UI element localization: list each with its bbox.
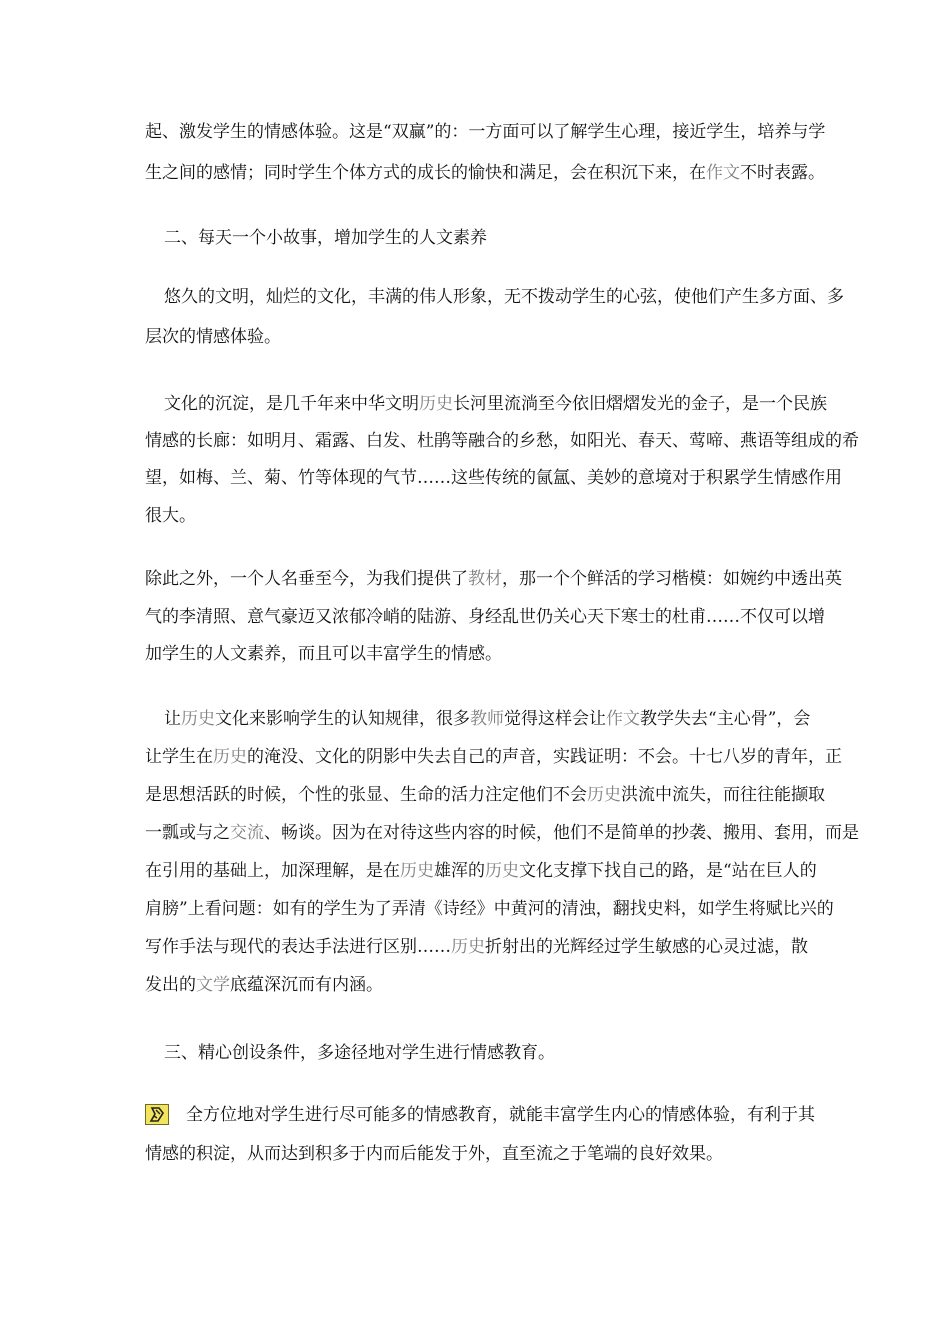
paragraph-3-line-4: 很大。 — [145, 506, 196, 526]
link-lishi[interactable]: 历史 — [400, 861, 434, 881]
section-heading-2: 二、每天一个小故事，增加学生的人文素养 — [164, 228, 487, 248]
link-zuowen[interactable]: 作文 — [706, 163, 740, 183]
link-wenxue[interactable]: 文学 — [196, 975, 230, 995]
note-icon[interactable] — [145, 1104, 169, 1125]
paragraph-5-line-2: 让学生在历史的淹没、文化的阴影中失去自己的声音，实践证明：不会。十七八岁的青年，正 — [145, 747, 842, 767]
link-lishi[interactable]: 历史 — [419, 394, 453, 414]
paragraph-5-line-1: 让历史文化来影响学生的认知规律，很多教师觉得这样会让作文教学失去“主心骨”，会 — [164, 709, 811, 729]
paragraph-5-line-8: 发出的文学底蕴深沉而有内涵。 — [145, 975, 383, 995]
link-jiaoliu[interactable]: 交流 — [230, 823, 264, 843]
paragraph-4-line-1: 除此之外，一个人名垂至今，为我们提供了教材，那一个个鲜活的学习楷模：如婉约中透出英 — [145, 569, 842, 589]
paragraph-3-line-2: 情感的长廊：如明月、霜露、白发、杜鹃等融合的乡愁，如阳光、春天、莺啼、燕语等组成的希 — [145, 431, 859, 451]
link-jiaocai[interactable]: 教材 — [468, 569, 502, 589]
paragraph-3-line-3: 望，如梅、兰、菊、竹等体现的气节……这些传统的氤氲、美妙的意境对于积累学生情感作用 — [145, 468, 842, 488]
section-heading-3: 三、精心创设条件，多途径地对学生进行情感教育。 — [164, 1043, 555, 1063]
paragraph-5-line-7: 写作手法与现代的表达手法进行区别……历史折射出的光辉经过学生敏感的心灵过滤，散 — [145, 937, 808, 957]
paragraph-5-line-6: 肩膀”上看问题：如有的学生为了弄清《诗经》中黄河的清浊，翻找史料，如学生将赋比兴的 — [145, 899, 834, 919]
paragraph-6-line-2: 情感的积淀，从而达到积多于内而后能发于外，直至流之于笔端的良好效果。 — [145, 1144, 723, 1164]
paragraph-4-line-2: 气的李清照、意气豪迈又浓郁冷峭的陆游、身经乱世仍关心天下寒士的杜甫……不仅可以增 — [145, 607, 825, 627]
link-lishi[interactable]: 历史 — [587, 785, 621, 805]
paragraph-5-line-4: 一瓢或与之交流、畅谈。因为在对待这些内容的时候，他们不是简单的抄袭、搬用、套用，而是 — [145, 823, 859, 843]
paragraph-6-line-1: 全方位地对学生进行尽可能多的情感教育，就能丰富学生内心的情感体验，有利于其 — [186, 1105, 815, 1125]
link-lishi[interactable]: 历史 — [213, 747, 247, 767]
paragraph-4-line-3: 加学生的人文素养，而且可以丰富学生的情感。 — [145, 644, 502, 664]
paragraph-2-line-2: 层次的情感体验。 — [145, 327, 281, 347]
paragraph-1-line-1: 起、激发学生的情感体验。这是“双赢”的：一方面可以了解学生心理，接近学生，培养与学 — [145, 122, 826, 142]
link-lishi[interactable]: 历史 — [485, 861, 519, 881]
link-zuowen[interactable]: 作文 — [606, 709, 640, 729]
paragraph-2-line-1: 悠久的文明，灿烂的文化，丰满的伟人形象，无不拨动学生的心弦，使他们产生多方面、多 — [164, 287, 844, 307]
paragraph-5-line-5: 在引用的基础上，加深理解，是在历史雄浑的历史文化支撑下找自己的路，是“站在巨人的 — [145, 861, 817, 881]
link-jiaoshi[interactable]: 教师 — [470, 709, 504, 729]
paragraph-5-line-3: 是思想活跃的时候，个性的张显、生命的活力注定他们不会历史洪流中流失，而往往能撷取 — [145, 785, 825, 805]
link-lishi[interactable]: 历史 — [181, 709, 215, 729]
link-lishi[interactable]: 历史 — [451, 937, 485, 957]
paragraph-1-line-2: 生之间的感情；同时学生个体方式的成长的愉快和满足，会在积沉下来，在作文不时表露。 — [145, 163, 825, 183]
paragraph-3-line-1: 文化的沉淀，是几千年来中华文明历史长河里流淌至今依旧熠熠发光的金子，是一个民族 — [164, 394, 827, 414]
